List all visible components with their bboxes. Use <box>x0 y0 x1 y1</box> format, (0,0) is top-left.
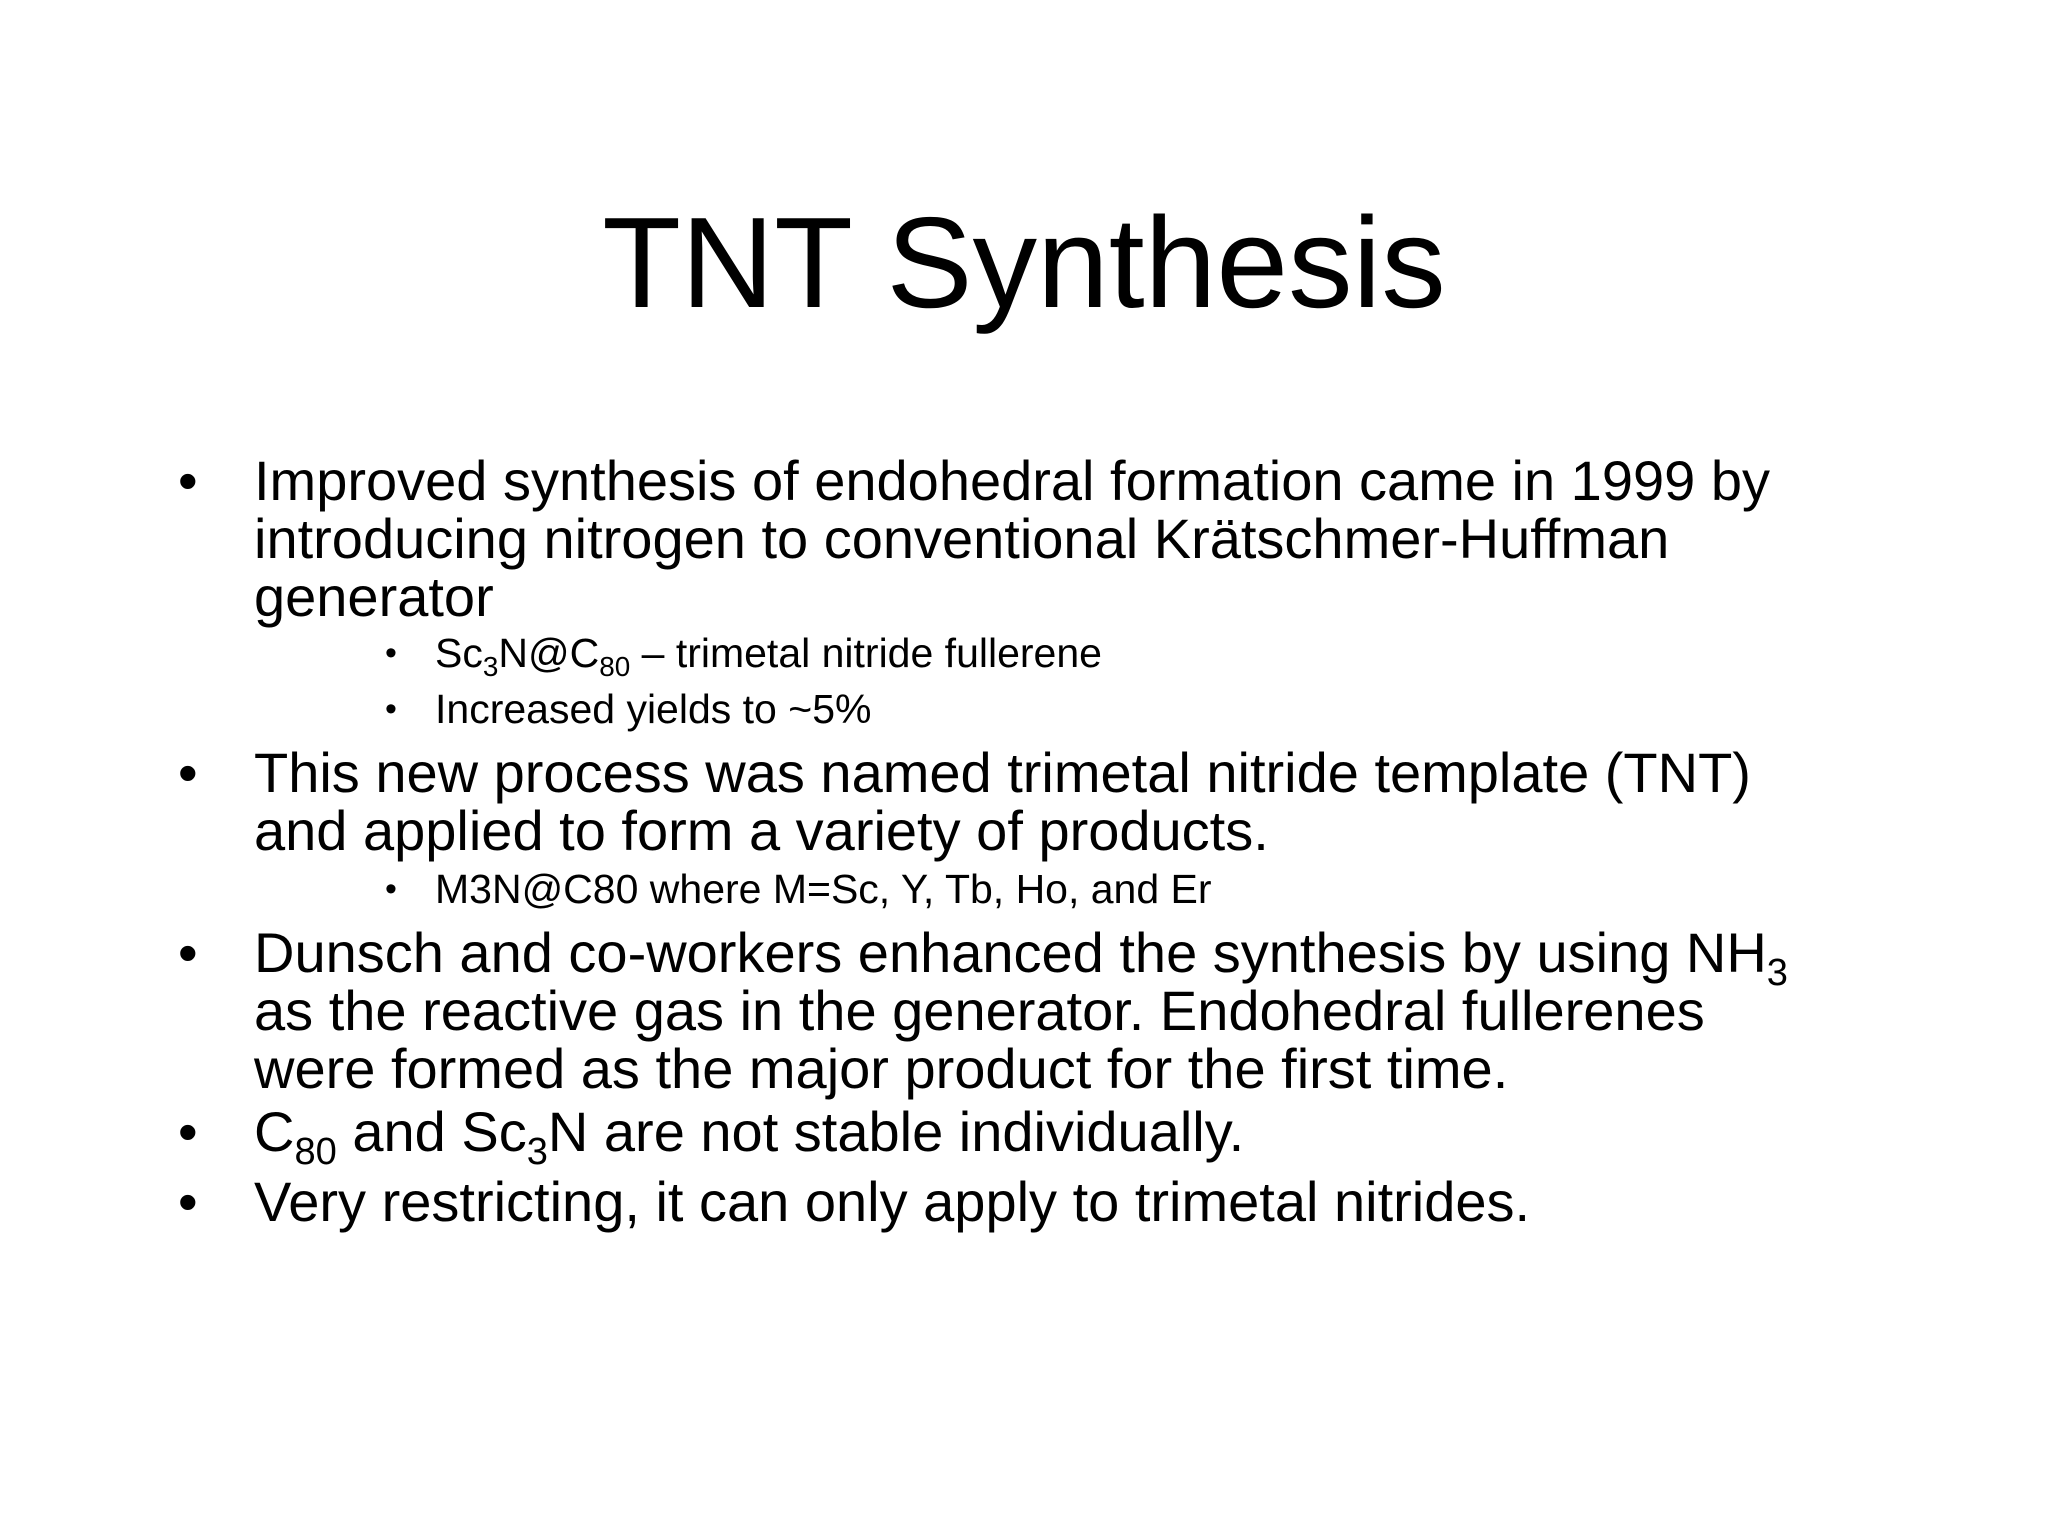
subscript: 3 <box>482 651 499 683</box>
bullet-text-part: N are not stable individually. <box>547 1100 1245 1163</box>
formula-part: and Sc <box>336 1100 527 1163</box>
sub-bullet-text: Increased yields to ~5% <box>435 686 872 732</box>
bullet-icon: • <box>178 1170 198 1233</box>
sub-bullet-item-sc3n-c80 <box>385 628 1102 683</box>
bullet-text-line <box>254 1100 1245 1173</box>
bullet-item-stability <box>178 1100 1245 1173</box>
slide-title: TNT Synthesis <box>602 191 1446 335</box>
bullet-item-dunsch <box>178 921 1788 1100</box>
sub-bullet-description: – trimetal nitride fullerene <box>630 630 1102 676</box>
sub-bullet-item-yields <box>385 684 872 734</box>
bullet-item-restricting <box>178 1170 1531 1233</box>
bullet-text-line: This new process was named trimetal nitride template (TNT) <box>254 741 1751 804</box>
sub-bullet-text <box>435 628 1102 683</box>
bullet-icon: • <box>178 449 198 512</box>
subscript: 3 <box>1766 951 1788 994</box>
bullet-icon: • <box>178 921 198 984</box>
formula-part: N@C <box>498 630 600 676</box>
bullet-text-line: generator <box>254 565 494 628</box>
subscript: 80 <box>599 651 631 683</box>
sub-bullet-text: M3N@C80 where M=Sc, Y, Tb, Ho, and Er <box>435 866 1212 912</box>
bullet-text-line: as the reactive gas in the generator. Endohedral fullerenes <box>254 979 1705 1042</box>
bullet-text-line: were formed as the major product for the first time. <box>254 1037 1509 1100</box>
subscript: 3 <box>526 1130 548 1173</box>
formula-part: C <box>254 1100 295 1163</box>
bullet-text-line: introducing nitrogen to conventional Krätschmer-Huffman <box>254 507 1670 570</box>
bullet-text-line: Improved synthesis of endohedral formation came in 1999 by <box>254 449 1770 512</box>
bullet-item-improved-synthesis <box>178 449 1770 628</box>
sub-bullet-icon: • <box>385 634 397 672</box>
bullet-text-line <box>254 921 1788 994</box>
bullet-icon: • <box>178 741 198 804</box>
bullet-text-line: Very restricting, it can only apply to trimetal nitrides. <box>254 1170 1531 1233</box>
bullet-text-part: Dunsch and co-workers enhanced the synthesis by using NH <box>254 921 1767 984</box>
sub-bullet-icon: • <box>385 870 397 908</box>
sub-bullet-icon: • <box>385 690 397 728</box>
formula-part: Sc <box>435 630 483 676</box>
sub-bullet-item-m3n-c80 <box>385 864 1212 914</box>
bullet-text-line: and applied to form a variety of products. <box>254 799 1269 862</box>
bullet-icon: • <box>178 1100 198 1163</box>
bullet-item-tnt-process <box>178 741 1751 862</box>
subscript: 80 <box>294 1130 337 1173</box>
